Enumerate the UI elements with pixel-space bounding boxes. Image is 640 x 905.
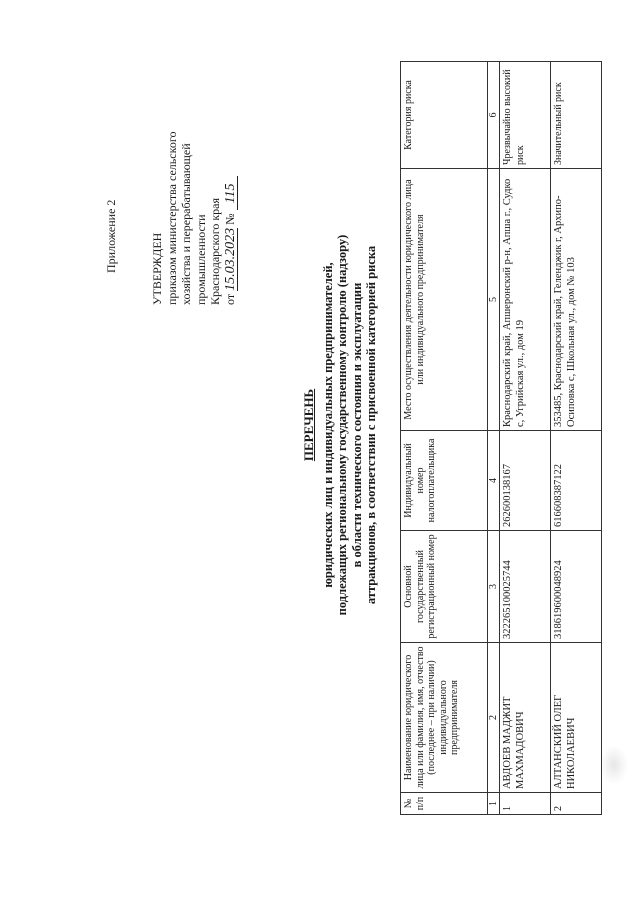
row-address: 353485, Краснодарский край, Геленджик г, Архипо-Осиповка с, Школьная ул., дом № 103 [551,169,602,431]
header-address: Место осуществления деятельности юридического лица или индивидуального предпринимателя [401,169,488,431]
approval-from-label: от [222,293,237,305]
scan-smudge [600,745,628,785]
row-number: 1 [500,793,551,815]
row-risk: Чрезвычайно высокий риск [500,62,551,169]
row-ogrn: 322265100025744 [500,531,551,643]
column-number: 4 [488,431,500,531]
table-header-row [401,62,488,815]
table-row [500,62,551,815]
approval-line-2: хозяйства и перерабатывающей [179,143,193,305]
row-number: 2 [551,793,602,815]
approval-heading: УТВЕРЖДЕН [150,232,164,305]
title-line-1: юридических лиц и индивидуальных предпринимателей, [320,262,335,588]
row-name: АЛТАНСКИЙ ОЛЕГ НИКОЛАЕВИЧ [551,643,602,793]
approval-line-4: Краснодарского края [208,197,222,305]
header-ogrn: Основной государственный регистрационный номер [401,531,488,643]
column-number: 1 [488,793,500,815]
title-line-2: подлежащих региональному государственному контролю (надзору) [335,234,349,616]
row-address: Краснодарский край, Апшеронский р-н, Апша г., Судко с, Угрийская ул., дом 19 [500,169,551,431]
approval-block [150,105,238,305]
table-row [551,62,602,815]
approval-date-line [223,105,238,305]
header-risk: Категория риска [401,62,488,169]
row-inn: 616608387122 [551,431,602,531]
header-inn: Индивидуальный номер налогоплательщика [401,431,488,531]
header-number: № п/п [401,793,488,815]
row-inn: 262600138167 [500,431,551,531]
entities-table [400,61,602,815]
row-risk: Значительный риск [551,62,602,169]
column-number: 5 [488,169,500,431]
title-line-4: аттракционов, в соответствии с присвоенной категорией риска [364,245,378,605]
approval-line-3: промышленности [193,214,208,305]
row-ogrn: 318619600048924 [551,531,602,643]
approval-number-label: № [222,213,237,225]
approval-number: 115 [224,176,238,210]
table-column-number-row [488,62,500,815]
title-line-3: в области технического состояния и эксплуатации [349,282,364,568]
appendix-label: Приложение 2 [104,199,118,273]
approval-line-1: приказом министерства сельского [164,131,179,305]
document-title [302,45,379,805]
column-number: 6 [488,62,500,169]
column-number: 3 [488,531,500,643]
column-number: 2 [488,643,500,793]
row-name: АВДОЕВ МАДЖИТ МАХМАДОВИЧ [500,643,551,793]
header-name: Наименование юридического лица или фамилия, имя, отчество (последнее – при наличии) индивидуального предпринимателя [401,643,488,793]
approval-date: 15.03.2023 [222,227,238,291]
title-main: ПЕРЕЧЕНЬ [301,388,316,462]
